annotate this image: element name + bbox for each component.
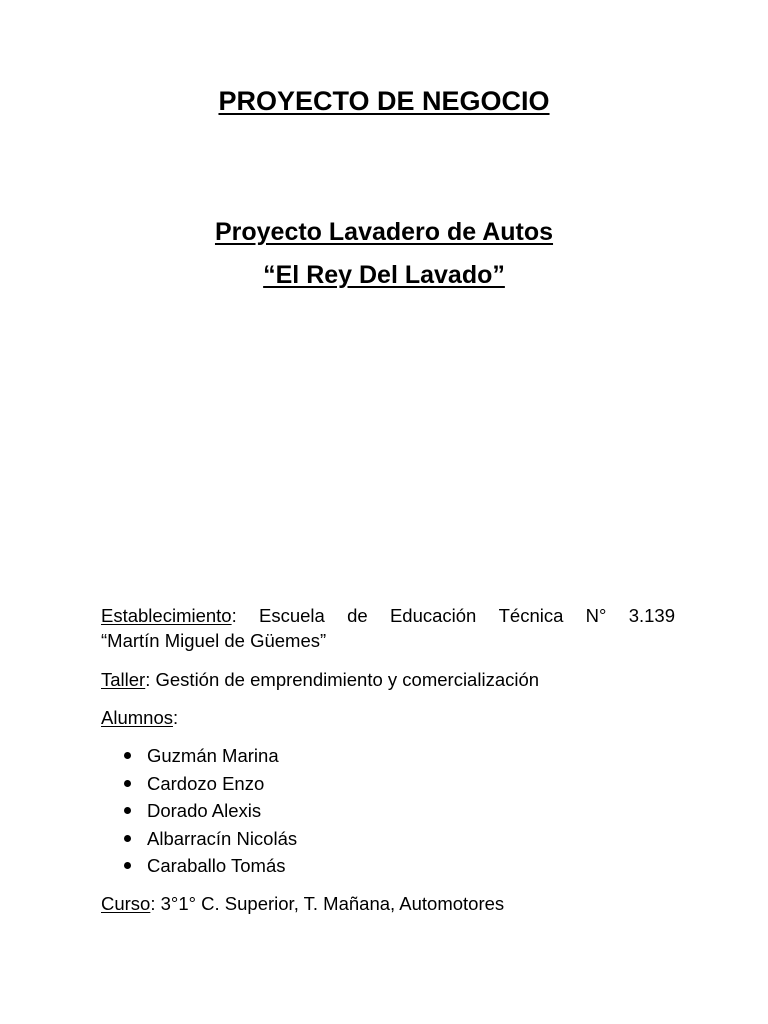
- student-name: Guzmán Marina: [147, 745, 279, 766]
- bullet-icon: [124, 752, 131, 759]
- curso-value: 3°1° C. Superior, T. Mañana, Automotores: [160, 893, 505, 914]
- alumnos-label: Alumnos: [101, 707, 173, 728]
- student-name: Dorado Alexis: [147, 800, 262, 821]
- student-list: [101, 742, 297, 880]
- bullet-icon: [124, 862, 131, 869]
- document-title: PROYECTO DE NEGOCIO: [218, 86, 550, 116]
- bullet-icon: [124, 835, 131, 842]
- establecimiento-word: 3.139: [628, 605, 675, 626]
- curso-label: Curso: [101, 893, 151, 914]
- establecimiento-word: Escuela: [259, 605, 325, 626]
- list-item: [101, 742, 297, 770]
- list-item: [101, 852, 297, 880]
- student-name: Albarracín Nicolás: [147, 827, 298, 849]
- bullet-icon: [124, 780, 131, 787]
- taller-line: Taller: Gestión de emprendimiento y comercialización: [101, 669, 540, 690]
- student-name: Cardozo Enzo: [147, 772, 265, 794]
- establecimiento-label-group: Establecimiento:: [101, 605, 237, 626]
- curso-line: Curso: 3°1° C. Superior, T. Mañana, Automotores: [101, 893, 505, 914]
- list-item: [101, 770, 297, 798]
- bullet-icon: [124, 807, 131, 814]
- list-item: [101, 825, 297, 853]
- project-subtitle: Proyecto Lavadero de Autos: [214, 218, 554, 246]
- student-name: Caraballo Tomás: [147, 855, 286, 876]
- establecimiento-name: “Martín Miguel de Güemes”: [101, 630, 327, 651]
- establecimiento-word: Educación: [389, 605, 477, 626]
- establecimiento-word: de: [347, 605, 368, 626]
- establecimiento-label: Establecimiento: [101, 605, 232, 626]
- taller-label: Taller: [101, 669, 146, 690]
- establecimiento-word: Técnica: [498, 605, 564, 626]
- alumnos-line: Alumnos:: [101, 707, 179, 728]
- establecimiento-line: [101, 603, 675, 629]
- taller-value: Gestión de emprendimiento y comercialización: [155, 669, 540, 690]
- business-name: “El Rey Del Lavado”: [263, 261, 505, 289]
- list-item: [101, 797, 297, 825]
- establecimiento-word: N°: [585, 605, 607, 626]
